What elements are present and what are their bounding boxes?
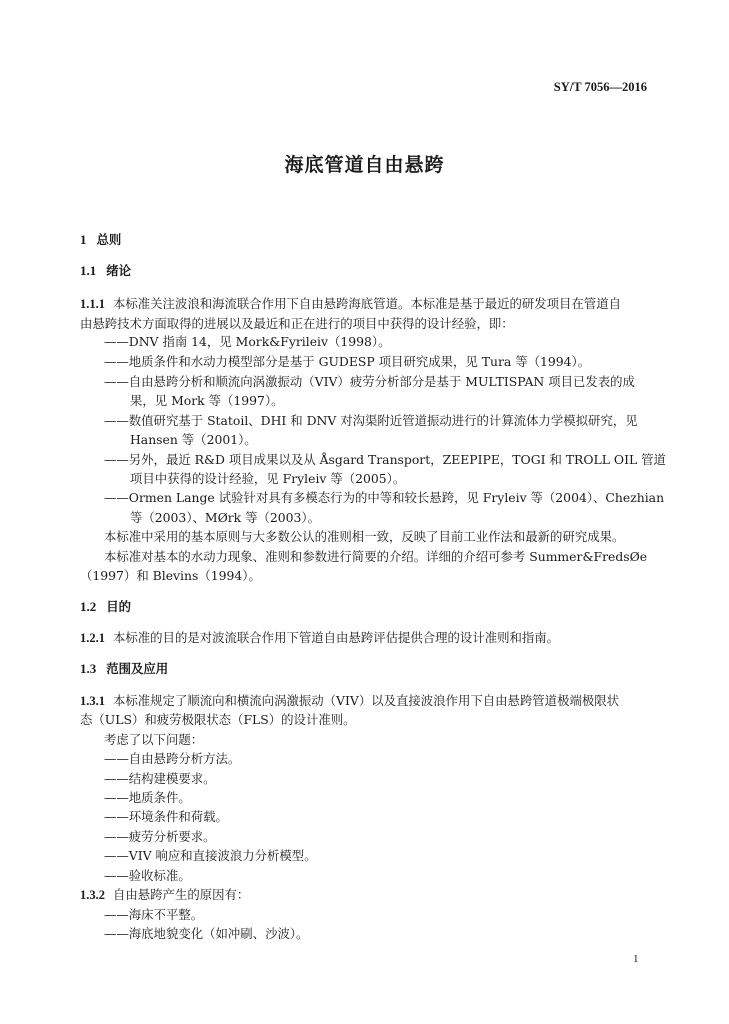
section-number: 1.2 (80, 599, 97, 614)
list-item: ——海床不平整。 (104, 907, 204, 922)
paragraph: 考虑了以下问题： (104, 732, 204, 747)
page-number: 1 (633, 953, 639, 965)
clause-number: 1.1.1 (80, 297, 105, 311)
section-title: 总则 (96, 232, 122, 247)
clause-1-2-1 (80, 630, 559, 646)
clause-text: 本标准规定了顺流向和横流向涡激振动（VIV）以及直接波浪作用下自由悬跨管道极端极限状 (113, 693, 620, 708)
section-heading-1 (80, 232, 121, 248)
list-item: ——自由悬跨分析方法。 (104, 751, 241, 766)
clause-text: 自由悬跨产生的原因有： (113, 887, 250, 902)
list-item: ——Ormen Lange 试验针对具有多模态行为的中等和较长悬跨，见 Fryleiv 等（2004）、Chezhian (104, 490, 665, 505)
section-heading-1-1 (80, 263, 131, 279)
list-item-cont: 项目中获得的设计经验，见 Fryleiv 等（2005）。 (130, 471, 406, 486)
clause-text: 本标准的目的是对波流联合作用下管道自由悬跨评估提供合理的设计准则和指南。 (113, 630, 560, 645)
clause-number: 1.3.2 (80, 888, 105, 902)
section-title: 绪论 (106, 263, 132, 278)
list-item: ——另外，最近 R&D 项目成果以及从 Åsgard Transport，ZEEPIPE，TOGI 和 TROLL OIL 管道 (104, 452, 666, 467)
list-item: ——环境条件和荷载。 (104, 809, 228, 824)
list-item: ——地质条件和水动力模型部分是基于 GUDESP 项目研究成果，见 Tura 等（1994）。 (104, 354, 591, 369)
list-item: ——验收标准。 (104, 868, 191, 883)
list-item: ——VIV 响应和直接波浪力分析模型。 (104, 848, 317, 863)
list-item: ——自由悬跨分析和顺流向涡激振动（VIV）疲劳分析部分是基于 MULTISPAN 项目已发表的成 (104, 374, 635, 389)
paragraph: 本标准对基本的水动力现象、准则和参数进行简要的介绍。详细的介绍可参考 Summer&FredsØe (104, 549, 648, 564)
standard-code: SY/T 7056—2016 (553, 80, 647, 94)
clause-1-1-1 (80, 296, 621, 312)
list-item: ——数值研究基于 Statoil、DHI 和 DNV 对沟渠附近管道振动进行的计算流体力学模拟研究，见 (104, 413, 638, 428)
list-item: ——DNV 指南 14，见 Mork&Fyrileiv（1998）。 (104, 334, 391, 349)
clause-number: 1.2.1 (80, 631, 105, 645)
section-number: 1 (80, 232, 87, 247)
section-heading-1-2 (80, 599, 131, 615)
list-item: ——结构建模要求。 (104, 771, 216, 786)
section-number: 1.1 (80, 263, 97, 278)
paragraph-cont: （1997）和 Blevins（1994）。 (80, 568, 261, 583)
paragraph: 本标准中采用的基本原则与大多数公认的准则相一致，反映了目前工业作法和最新的研究成果。 (104, 529, 625, 544)
list-item-cont: Hansen 等（2001）。 (130, 432, 257, 447)
clause-text: 本标准关注波浪和海流联合作用下自由悬跨海底管道。本标准是基于最近的研发项目在管道自 (113, 296, 622, 311)
list-item-cont: 果，见 Mork 等（1997）。 (130, 393, 284, 408)
list-item-cont: 等（2003）、MØrk 等（2003）。 (130, 510, 321, 525)
clause-1-3-1 (80, 693, 619, 709)
section-heading-1-3 (80, 661, 168, 677)
section-title: 目的 (106, 599, 132, 614)
list-item: ——疲劳分析要求。 (104, 829, 216, 844)
list-item: ——地质条件。 (104, 790, 191, 805)
section-title: 范围及应用 (106, 661, 169, 676)
clause-number: 1.3.1 (80, 694, 105, 708)
clause-1-3-2 (80, 887, 249, 903)
clause-1-1-1-cont: 由悬跨技术方面取得的进展以及最近和正在进行的项目中获得的设计经验，即： (80, 316, 514, 331)
list-item: ——海底地貌变化（如冲刷、沙波）。 (104, 926, 309, 941)
clause-1-3-1-cont: 态（ULS）和疲劳极限状态（FLS）的设计准则。 (80, 712, 356, 727)
section-number: 1.3 (80, 661, 97, 676)
document-title: 海底管道自由悬跨 (284, 154, 445, 176)
